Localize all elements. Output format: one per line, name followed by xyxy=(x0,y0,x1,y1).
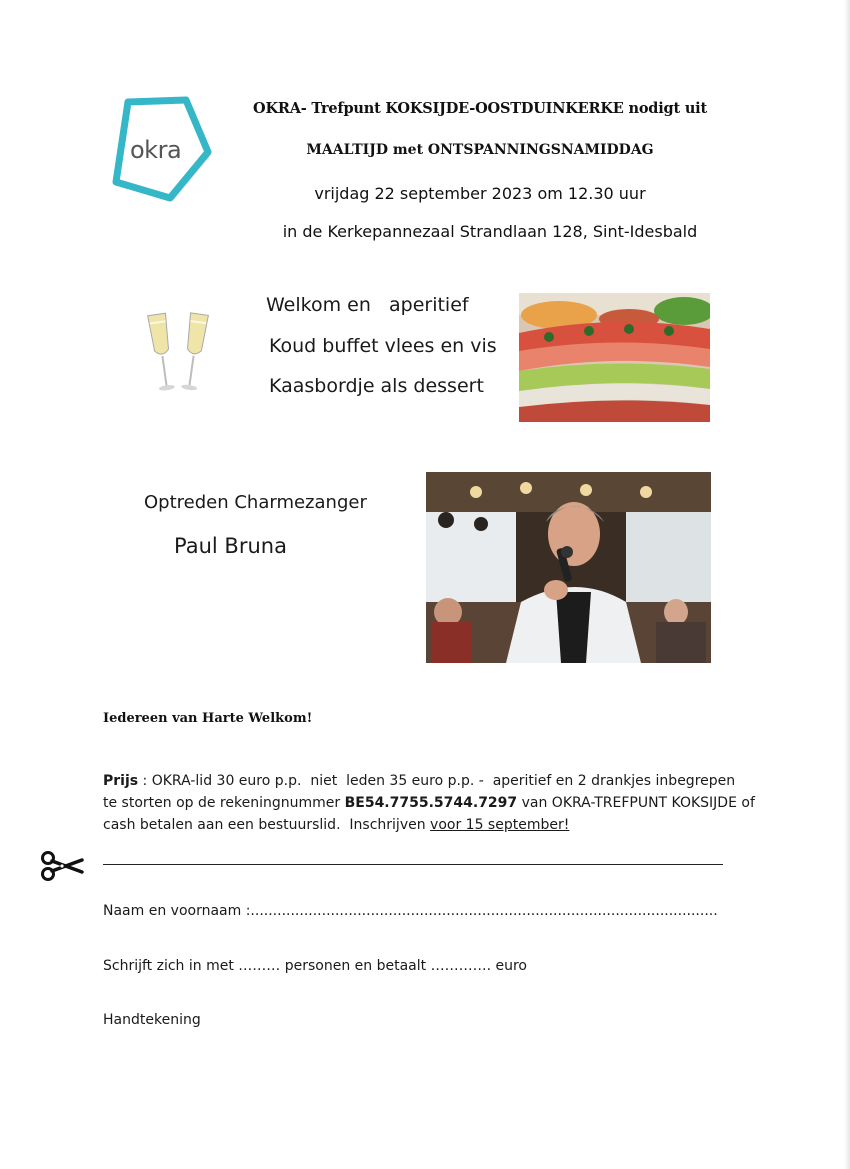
okra-logo-text: okra xyxy=(130,136,182,164)
okra-logo xyxy=(108,96,214,204)
price-text-1: OKRA-lid 30 euro p.p. niet leden 35 euro p.p. - aperitief en 2 drankjes inbegrepen xyxy=(151,773,736,789)
menu-item-aperitief: Welkom en aperitief xyxy=(266,294,469,316)
name-field-line[interactable]: Naam en voornaam :......................................................................................................... xyxy=(103,903,718,919)
welcome-message: Iedereen van Harte Welkom! xyxy=(103,711,313,726)
scissors-icon xyxy=(40,850,84,882)
buffet-photo xyxy=(519,293,710,422)
price-separator: : xyxy=(138,773,152,789)
menu-item-dessert: Kaasbordje als dessert xyxy=(269,375,484,397)
price-label: Prijs xyxy=(103,773,139,789)
invitation-line-1: OKRA- Trefpunt KOKSIJDE-OOSTDUINKERKE nodigt uit xyxy=(253,100,707,117)
registration-deadline: voor 15 september! xyxy=(430,817,570,833)
price-text-3: van OKRA-TREFPUNT KOKSIJDE of xyxy=(517,795,755,811)
registration-line[interactable]: Schrijft zich in met ……… personen en betaalt …………. euro xyxy=(103,958,527,974)
bank-account-number: BE54.7755.5744.7297 xyxy=(344,795,518,811)
singer-photo xyxy=(426,472,711,663)
price-line-1 xyxy=(103,770,743,792)
price-line-2 xyxy=(103,792,755,814)
signature-label: Handtekening xyxy=(103,1012,201,1028)
price-text-2: te storten op de rekeningnummer xyxy=(103,795,345,811)
performance-label: Optreden Charmezanger xyxy=(144,492,367,513)
event-location: in de Kerkepannezaal Strandlaan 128, Sint-Idesbald xyxy=(282,222,698,241)
champagne-glasses-icon xyxy=(140,306,220,396)
price-paragraph xyxy=(103,770,755,836)
invitation-line-2: MAALTIJD met ONTSPANNINGSNAMIDDAG xyxy=(306,142,654,158)
price-text-4: cash betalen aan een bestuurslid. Inschrijven xyxy=(103,817,431,833)
scan-edge xyxy=(844,0,850,1169)
performance-artist: Paul Bruna xyxy=(174,534,287,558)
menu-item-buffet: Koud buffet vlees en vis xyxy=(269,335,497,357)
event-date: vrijdag 22 september 2023 om 12.30 uur xyxy=(314,184,646,203)
cut-line xyxy=(103,864,723,865)
price-line-3 xyxy=(103,814,743,836)
